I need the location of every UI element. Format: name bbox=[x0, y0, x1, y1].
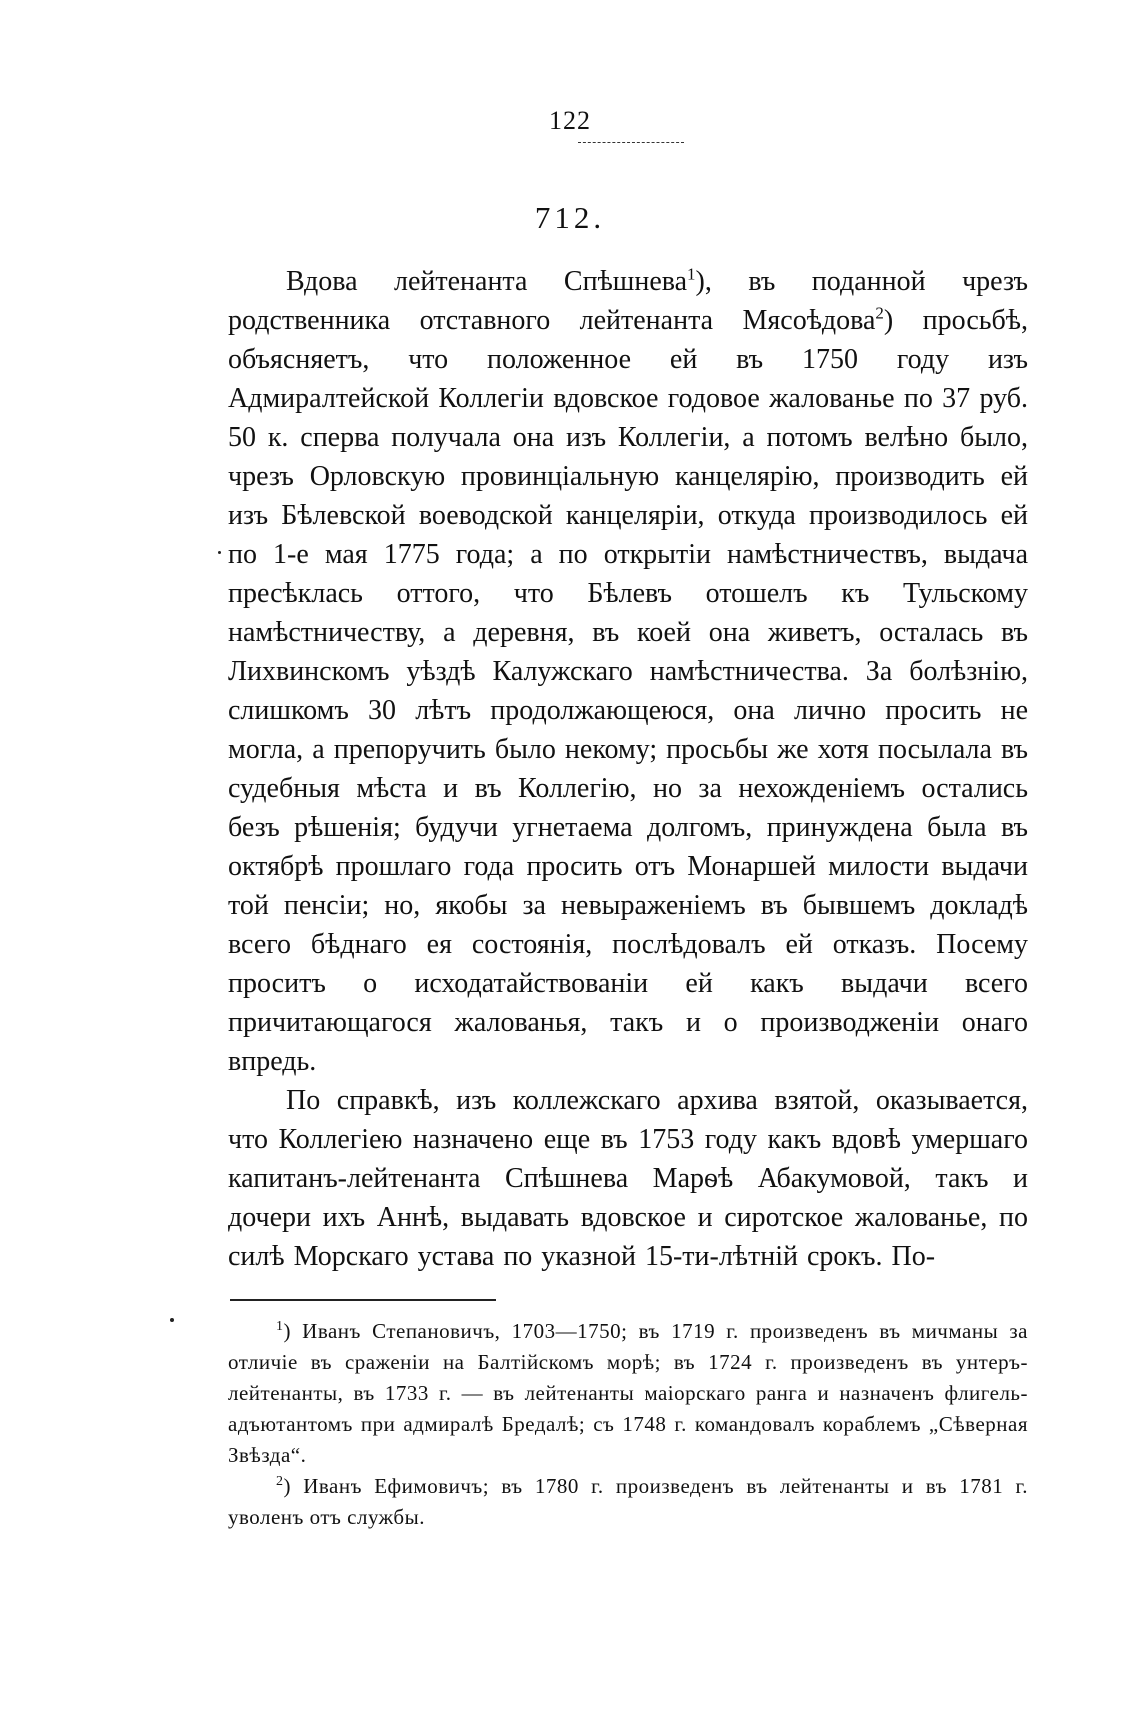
paragraph-1-part-2: ), въ поданной чрезъ родственника отставного лейтенанта Мясоѣдова bbox=[228, 266, 1028, 336]
footnote-separator bbox=[230, 1299, 496, 1301]
footnotes bbox=[228, 1316, 1028, 1533]
paragraph-2: По справкѣ, изъ коллежскаго архива взятой, оказывается, что Коллегіею назначено еще въ 1753 году какъ вдовѣ умершаго капитанъ-лейтенанта Спѣшнева Марѳѣ Абакумовой, такъ и дочери ихъ Аннѣ, выдавать вдовское и сиротское жалованье, по силѣ Морскаго устава по указной 15-ти-лѣтній срокъ. По- bbox=[228, 1085, 1028, 1272]
footnote-2-mark: 2 bbox=[276, 1474, 284, 1489]
paragraph-1 bbox=[228, 262, 1028, 1081]
footnote-2-text: ) Иванъ Ефимовичъ; въ 1780 г. произведенъ въ лейтенанты и въ 1781 г. уволенъ отъ службы. bbox=[228, 1474, 1028, 1529]
paragraph-1-part-1: Вдова лейтенанта Спѣшнева bbox=[286, 266, 688, 297]
footnote-ref-1: 1 bbox=[687, 264, 696, 284]
page-number-rule bbox=[578, 142, 684, 143]
footnote-ref-2: 2 bbox=[875, 303, 884, 323]
page-number: 122 bbox=[549, 106, 591, 135]
main-text bbox=[228, 262, 1028, 1276]
paragraph-1-part-3: ) просьбѣ, объясняетъ, что положенное ей въ 1750 году изъ Адмиралтейской Коллегіи вдовское годовое жалованье по 37 руб. 50 к. сперва получала она изъ Коллегіи, а потомъ велѣно было, чрезъ Орловскую провинціальную канцелярію, производить ей изъ Бѣлевской воеводской канцеляріи, откуда производилось ей по 1-е мая 1775 года; а по открытіи намѣстничествъ, выдача пресѣклась оттого, что Бѣлевъ отошелъ къ Тульскому намѣстничеству, а деревня, въ коей она живетъ, осталась въ Лихвинскомъ уѣздѣ Калужскаго намѣстничества. За болѣзнію, слишкомъ 30 лѣтъ продолжающеюся, она лично просить не могла, а препоручить было некому; просьбы же хотя посылала въ судебныя мѣста и въ Коллегію, но за нехожденіемъ остались безъ рѣшенія; будучи угнетаема долгомъ, принуждена была въ октябрѣ прошлаго года просить отъ Монаршей милости выдачи той пенсіи; но, якобы за невыраженіемъ въ бывшемъ докладѣ всего бѣднаго ея состоянія, послѣдовалъ ей отказъ. Посему проситъ о исходатайствованіи ей какъ выдачи всего причитающагося жалованья, такъ и о производженіи онаго впредь. bbox=[228, 305, 1028, 1077]
scan-speck bbox=[218, 551, 221, 554]
footnote-1-mark: 1 bbox=[276, 1319, 284, 1334]
footnote-1-text: ) Иванъ Степановичъ, 1703—1750; въ 1719 г. произведенъ въ мичманы за отличіе въ сраженіи на Балтійскомъ морѣ; въ 1724 г. произведенъ въ унтеръ-лейтенанты, въ 1733 г. — въ лейтенанты маіорскаго ранга и назначенъ флигель-адъютантомъ при адмиралѣ Бредалѣ; съ 1748 г. командовалъ кораблемъ „Сѣверная Звѣзда“. bbox=[228, 1319, 1028, 1467]
footnote-2 bbox=[228, 1471, 1028, 1533]
document-number: 712. bbox=[534, 200, 606, 235]
scan-speck bbox=[170, 1318, 174, 1322]
footnote-1 bbox=[228, 1316, 1028, 1471]
